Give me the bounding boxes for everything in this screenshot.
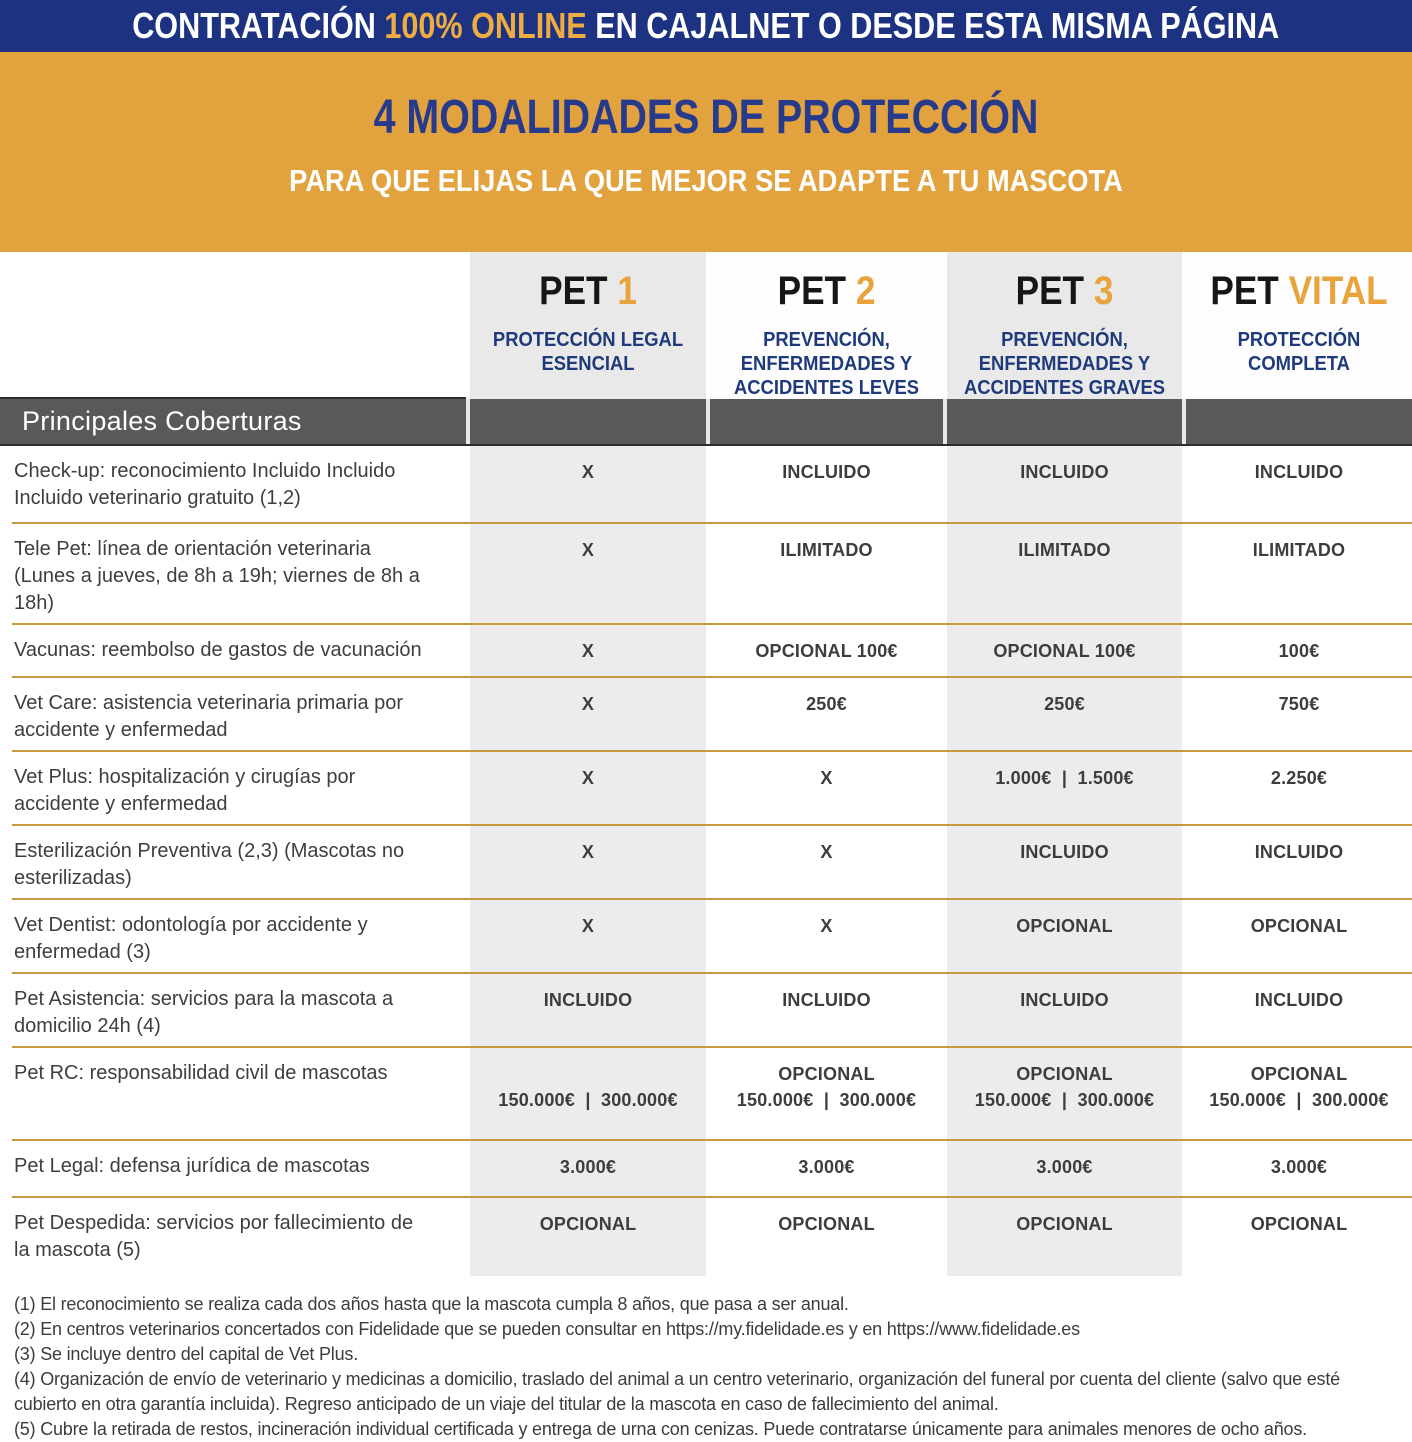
- plan-subtitle-line: ACCIDENTES LEVES: [733, 377, 920, 399]
- section-bar-cell-pet1: [466, 399, 706, 444]
- section-bar-cell-pet2: [706, 399, 943, 444]
- cell-value: [706, 524, 943, 625]
- cell-value-line: 3.000€: [1270, 1157, 1328, 1177]
- footnote: (5) Cubre la retirada de restos, incineración individual certificada y entrega de urna con cenizas. Puede contratarse únicamente para animales menores de ocho años.: [14, 1419, 1307, 1439]
- banner-text-highlight: 100% ONLINE: [384, 5, 587, 46]
- row-label: Pet Despedida: servicios por fallecimiento de la mascota (5): [0, 1198, 466, 1276]
- plan-header-pet-vital: [1182, 252, 1412, 400]
- cell-value-line: 3.000€: [559, 1157, 617, 1177]
- cell-value: [1182, 524, 1412, 625]
- cell-value-line: X: [581, 916, 595, 936]
- cell-value: [943, 524, 1182, 625]
- cell-value: [1182, 625, 1412, 678]
- cell-value-line: OPCIONAL: [1250, 1214, 1348, 1234]
- cell-value: [943, 625, 1182, 678]
- plan-subtitle-line: ENFERMEDADES Y: [978, 353, 1151, 375]
- cell-value: [466, 678, 706, 752]
- cell-value-line: INCLUIDO: [543, 990, 633, 1010]
- plan-header-pet-1: [466, 252, 706, 400]
- cell-value-line: INCLUIDO: [1020, 990, 1109, 1010]
- hero-band: [0, 52, 1412, 252]
- cell-value-line: X: [581, 694, 595, 714]
- plan-name-text: PET: [1210, 269, 1289, 313]
- footnote: (4) Organización de envío de veterinario y medicinas a domicilio, traslado del animal a un centro veterinario, organización del funeral por cuenta del cliente (salvo que esté cubierto en otra garantía incluida). Regreso anticipado de un viaje del titular de la mascota en caso de fallecimiento del animal.: [14, 1369, 1340, 1414]
- cell-value: [1182, 826, 1412, 900]
- cell-value: [706, 678, 943, 752]
- plan-subtitle: [719, 328, 933, 400]
- table-row: [0, 446, 1412, 524]
- cell-value-line: OPCIONAL 100€: [755, 641, 898, 661]
- row-label: Vet Plus: hospitalización y cirugías por accidente y enfermedad: [0, 752, 466, 826]
- row-label: Vet Care: asistencia veterinaria primaria por accidente y enfermedad: [0, 678, 466, 752]
- table-row: [0, 1198, 1412, 1276]
- cell-value: [1182, 974, 1412, 1048]
- cell-value: [466, 1198, 706, 1276]
- cell-value: [466, 900, 706, 974]
- table-row: [0, 826, 1412, 900]
- plan-subtitle-line: PREVENCIÓN,: [763, 329, 890, 351]
- plan-name-text: PET: [539, 269, 618, 313]
- banner-text-post: EN CAJALNET O DESDE ESTA MISMA PÁGINA: [586, 5, 1280, 46]
- cell-value: [1182, 1141, 1412, 1198]
- cell-value: [943, 1048, 1182, 1141]
- cell-value: [706, 625, 943, 678]
- plan-subtitle: [479, 328, 696, 376]
- plan-subtitle: [1195, 328, 1403, 376]
- cell-value: [1182, 446, 1412, 524]
- cell-value-line: ILIMITADO: [1018, 540, 1111, 560]
- footnote: (2) En centros veterinarios concertados con Fidelidade que se pueden consultar en https://my.fidelidade.es y en https://www.fidelidade.es: [14, 1319, 1080, 1339]
- plan-name: [724, 268, 929, 314]
- cell-value-line: 150.000€ | 300.000€: [974, 1090, 1155, 1110]
- row-label: Vacunas: reembolso de gastos de vacunación: [0, 625, 466, 678]
- cell-value-line: 100€: [1278, 641, 1320, 661]
- cell-value-line: OPCIONAL: [539, 1214, 637, 1234]
- cell-value-line: INCLUIDO: [782, 462, 871, 482]
- table-row: [0, 524, 1412, 625]
- cell-value-line: ILIMITADO: [780, 540, 873, 560]
- plan-header-spacer: [0, 252, 466, 400]
- plan-subtitle-line: PREVENCIÓN,: [1001, 329, 1128, 351]
- cell-value-line: OPCIONAL: [1016, 1214, 1113, 1234]
- cell-value: [943, 752, 1182, 826]
- plan-name-text: PET: [777, 269, 856, 313]
- table-row: [0, 1048, 1412, 1141]
- cell-value-line: OPCIONAL: [778, 1214, 875, 1234]
- table-row: [0, 1141, 1412, 1198]
- cell-value-line: X: [820, 916, 833, 936]
- cell-value-line: X: [581, 842, 595, 862]
- cell-value-line: INCLUIDO: [1254, 842, 1344, 862]
- row-label: Pet Asistencia: servicios para la mascota a domicilio 24h (4): [0, 974, 466, 1048]
- contracting-banner-text: [132, 5, 1279, 47]
- cell-value: [706, 974, 943, 1048]
- plan-name: [961, 268, 1168, 314]
- cell-value-line: 2.250€: [1270, 768, 1328, 788]
- cell-value-line: INCLUIDO: [1254, 462, 1344, 482]
- plan-subtitle-line: ENFERMEDADES Y: [740, 353, 913, 375]
- cell-value: [706, 1141, 943, 1198]
- section-bar-cell-petvital: [1182, 399, 1412, 444]
- plan-subtitle-line: ACCIDENTES GRAVES: [963, 377, 1166, 399]
- cell-value-line: OPCIONAL: [1016, 1064, 1113, 1084]
- section-bar: [0, 397, 1412, 446]
- cell-value-line: X: [581, 540, 595, 560]
- cell-value: [943, 446, 1182, 524]
- plan-number: VITAL: [1288, 269, 1388, 313]
- cell-value-line: INCLUIDO: [782, 990, 871, 1010]
- cell-value-line: 3.000€: [1036, 1157, 1093, 1177]
- cell-value-line: X: [820, 842, 833, 862]
- cell-value-line: 250€: [1044, 694, 1085, 714]
- cell-value: [706, 446, 943, 524]
- cell-value: [943, 678, 1182, 752]
- cell-value: [466, 974, 706, 1048]
- row-label: Esterilización Preventiva (2,3) (Mascotas no esterilizadas): [0, 826, 466, 900]
- cell-value-line: 750€: [1278, 694, 1320, 714]
- plan-number: 2: [855, 269, 876, 313]
- cell-value-line: OPCIONAL: [1016, 916, 1113, 936]
- banner-text-pre: CONTRATACIÓN: [132, 5, 385, 46]
- table-row: [0, 752, 1412, 826]
- cell-value-line: 3.000€: [798, 1157, 855, 1177]
- cell-value: [706, 1198, 943, 1276]
- cell-value: [943, 1141, 1182, 1198]
- row-label: Check-up: reconocimiento Incluido Incluido Incluido veterinario gratuito (1,2): [0, 446, 466, 524]
- hero-title: 4 MODALIDADES DE PROTECCIÓN: [373, 91, 1039, 144]
- cell-value: [943, 826, 1182, 900]
- cell-value-line: 150.000€ | 300.000€: [736, 1090, 917, 1110]
- cell-value: [1182, 678, 1412, 752]
- plan-subtitle-line: PROTECCIÓN LEGAL: [492, 329, 684, 351]
- hero-subtitle: PARA QUE ELIJAS LA QUE MEJOR SE ADAPTE A TU MASCOTA: [289, 163, 1123, 198]
- footnotes: [0, 1276, 1412, 1442]
- cell-value: [466, 1048, 706, 1141]
- coverage-table-body: [0, 446, 1412, 1276]
- row-label: Vet Dentist: odontología por accidente y enfermedad (3): [0, 900, 466, 974]
- cell-value: [706, 1048, 943, 1141]
- cell-value: [706, 900, 943, 974]
- cell-value-line: INCLUIDO: [1254, 990, 1344, 1010]
- row-label: Tele Pet: línea de orientación veterinaria (Lunes a jueves, de 8h a 19h; viernes de 8h a 18h): [0, 524, 466, 625]
- plan-name-text: PET: [1015, 269, 1094, 313]
- section-bar-cell-pet3: [943, 399, 1182, 444]
- plan-number: 1: [617, 269, 637, 313]
- plan-subtitle: [956, 328, 1172, 400]
- cell-value: [466, 1141, 706, 1198]
- table-row: [0, 900, 1412, 974]
- cell-value: [943, 974, 1182, 1048]
- cell-value-line: OPCIONAL: [1250, 1064, 1348, 1084]
- cell-value: [466, 625, 706, 678]
- cell-value-line: 150.000€ | 300.000€: [1209, 1090, 1389, 1110]
- cell-value: [466, 446, 706, 524]
- cell-value: [943, 1198, 1182, 1276]
- plan-subtitle-line: COMPLETA: [1248, 353, 1350, 375]
- cell-value-line: 1.000€ | 1.500€: [995, 768, 1134, 788]
- cell-value-line: OPCIONAL: [778, 1064, 875, 1084]
- cell-value: [466, 524, 706, 625]
- cell-value-line: X: [581, 768, 595, 788]
- row-label: Pet RC: responsabilidad civil de mascotas: [0, 1048, 466, 1141]
- cell-value: [943, 900, 1182, 974]
- plan-subtitle-line: PROTECCIÓN: [1237, 329, 1361, 351]
- cell-value-line: X: [581, 641, 595, 661]
- cell-value: [1182, 900, 1412, 974]
- cell-value-line: OPCIONAL: [1250, 916, 1348, 936]
- section-bar-label-cell: [0, 399, 466, 444]
- cell-value-line: X: [820, 768, 833, 788]
- table-row: [0, 678, 1412, 752]
- cell-value: [1182, 1198, 1412, 1276]
- footnote: (3) Se incluye dentro del capital de Vet Plus.: [14, 1344, 359, 1364]
- cell-value-line: 150.000€ | 300.000€: [498, 1090, 678, 1110]
- plan-subtitle-line: ESENCIAL: [541, 353, 635, 375]
- cell-value: [466, 752, 706, 826]
- plan-name: [1200, 268, 1399, 314]
- plan-header-row: [0, 252, 1412, 397]
- cell-value-line: 250€: [806, 694, 847, 714]
- row-label: Pet Legal: defensa jurídica de mascotas: [0, 1141, 466, 1198]
- table-row: [0, 974, 1412, 1048]
- cell-value-line: INCLUIDO: [1020, 462, 1109, 482]
- plan-name: [484, 268, 692, 314]
- plan-header-pet-2: [706, 252, 943, 400]
- footnote: (1) El reconocimiento se realiza cada dos años hasta que la mascota cumpla 8 años, que pasa a ser anual.: [14, 1294, 849, 1314]
- cell-value-line: INCLUIDO: [1020, 842, 1109, 862]
- cell-value-line: X: [581, 462, 595, 482]
- cell-value-line: OPCIONAL 100€: [993, 641, 1136, 661]
- cell-value-line: [470, 1061, 706, 1087]
- section-title: Principales Coberturas: [22, 406, 302, 436]
- cell-value: [1182, 752, 1412, 826]
- plan-header-pet-3: [943, 252, 1182, 400]
- cell-value: [466, 826, 706, 900]
- cell-value: [706, 826, 943, 900]
- cell-value: [706, 752, 943, 826]
- cell-value: [1182, 1048, 1412, 1141]
- contracting-banner: [0, 0, 1412, 52]
- cell-value-line: ILIMITADO: [1252, 540, 1346, 560]
- table-row: [0, 625, 1412, 678]
- plan-number: 3: [1093, 269, 1114, 313]
